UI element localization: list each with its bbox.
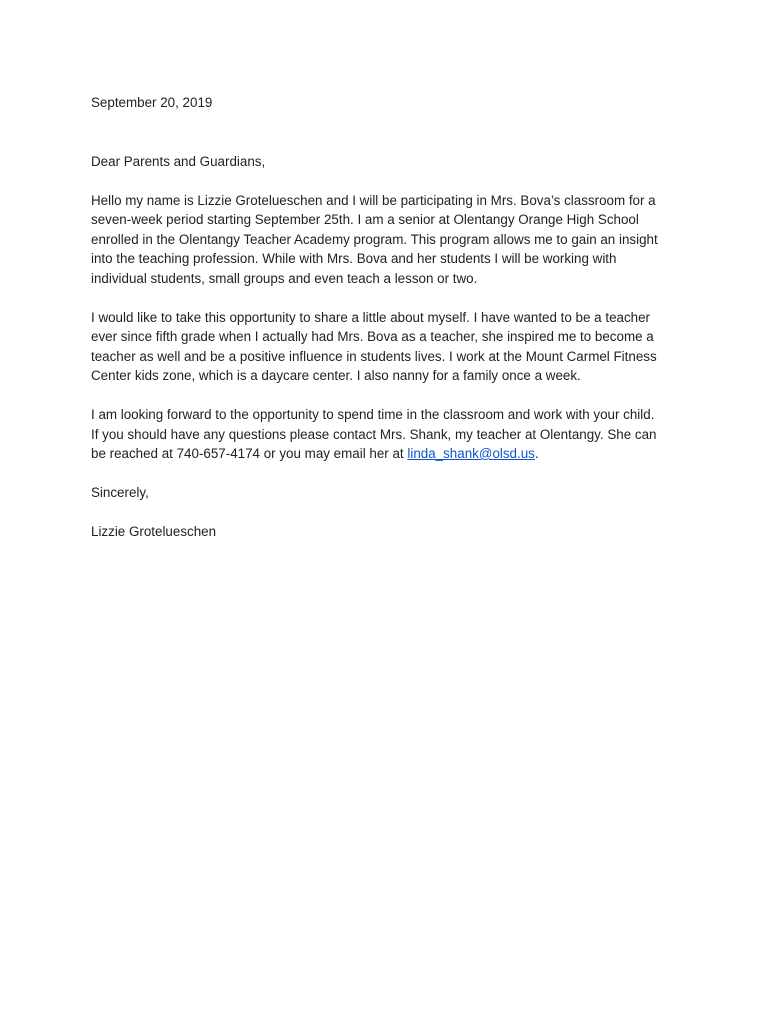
text-line: I am looking forward to the opportunity to spend time in the classroom and work with your child.: [91, 407, 655, 422]
text-line: I would like to take this opportunity to share a little about myself. I have wanted to be a teacher: [91, 309, 651, 325]
contact-period: .: [534, 446, 539, 461]
letter-body: [91, 93, 691, 542]
text-line: enrolled in the Olentangy Teacher Academy program. This program allows me to gain an insight: [91, 231, 658, 247]
letter-date: September 20, 2019: [91, 95, 213, 110]
paragraph-introduction: [91, 191, 691, 289]
letter-greeting: Dear Parents and Guardians,: [91, 153, 266, 169]
paragraph-contact: [91, 405, 691, 464]
text-line: ever since fifth grade when I actually had Mrs. Bova as a teacher, she inspired me to become a: [91, 329, 654, 344]
text-line-contact: [91, 444, 691, 464]
contact-text: be reached at 740-657-4174 or you may email her at: [91, 446, 408, 461]
letter-closing: Sincerely,: [91, 485, 149, 500]
text-line: individual students, small groups and even teach a lesson or two.: [91, 270, 478, 286]
text-line: Hello my name is Lizzie Grotelueschen and I will be participating in Mrs. Bova’s classroom for a: [91, 192, 656, 208]
text-line: seven-week period starting September 25th. I am a senior at Olentangy Orange High School: [91, 212, 639, 227]
letter-signature: Lizzie Grotelueschen: [91, 524, 217, 539]
text-line: teacher as well and be a positive influence in students lives. I work at the Mount Carmel Fitness: [91, 348, 657, 364]
text-line: Center kids zone, which is a daycare center. I also nanny for a family once a week.: [91, 368, 581, 383]
paragraph-about-me: [91, 308, 691, 386]
text-line: If you should have any questions please contact Mrs. Shank, my teacher at Olentangy. She can: [91, 426, 657, 442]
text-line: into the teaching profession. While with Mrs. Bova and her students I will be working with: [91, 251, 617, 266]
email-link[interactable]: linda_shank@olsd.us: [407, 446, 535, 461]
